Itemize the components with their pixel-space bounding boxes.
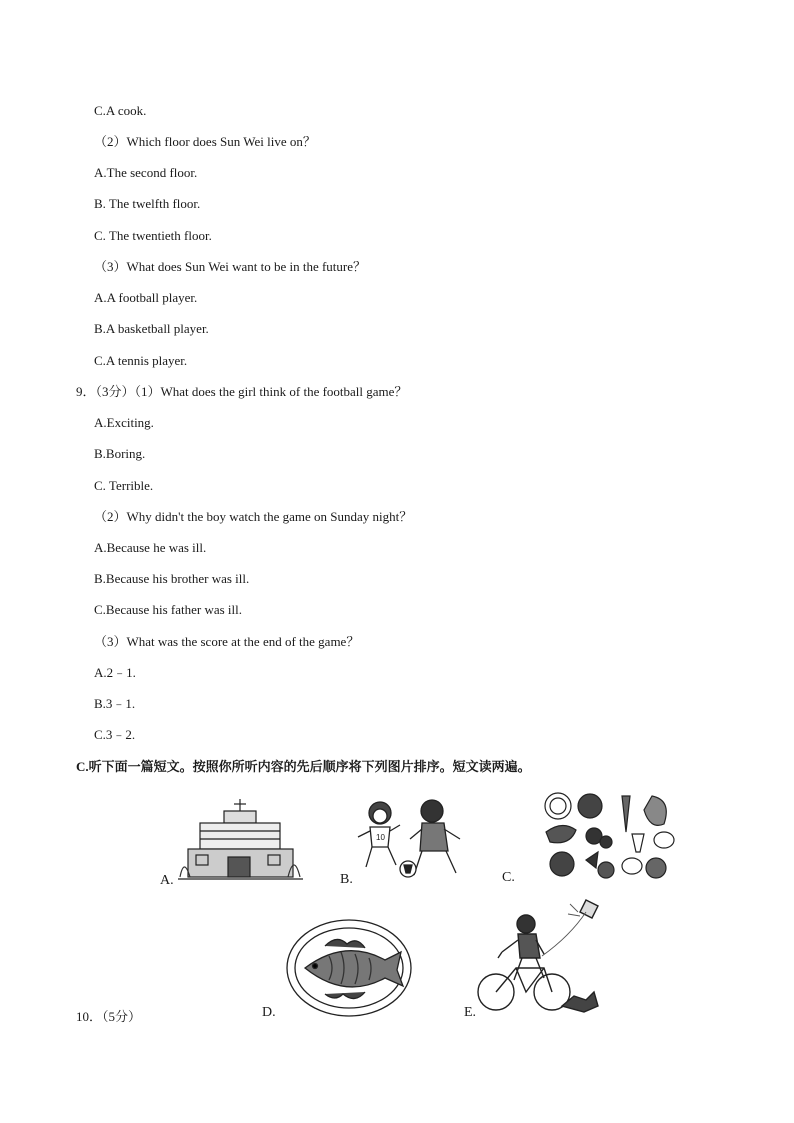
q9-q2-option-a: A.Because he was ill. — [94, 540, 207, 555]
picture-label-b: B. — [340, 872, 353, 887]
q9-q2-option-c: C.Because his father was ill. — [94, 602, 243, 617]
picture-label-a: A. — [160, 873, 174, 888]
picture-label-c: C. — [502, 870, 515, 885]
q8-q3-option-b: B.A basketball player. — [94, 321, 209, 336]
q9-q3-option-c: C.3﹣2. — [94, 727, 136, 742]
q8-option-c1: C.A cook. — [94, 103, 147, 118]
q9-q2-option-b: B.Because his brother was ill. — [94, 571, 250, 586]
q8-sub-question-3: （3）What does Sun Wei want to be in the future？ — [94, 259, 367, 274]
q8-sub-question-2: （2）Which floor does Sun Wei live on？ — [94, 134, 316, 149]
kids-playing-football-icon — [352, 795, 472, 883]
fish-on-plate-icon — [285, 916, 413, 1020]
q9-q1-option-c: C. Terrible. — [94, 478, 154, 493]
picture-label-d: D. — [262, 1005, 276, 1020]
svg-text:10: 10 — [376, 833, 385, 842]
q9-q1-option-a: A.Exciting. — [94, 415, 154, 430]
q8-q3-option-a: A.A football player. — [94, 290, 198, 305]
q9-q1-option-b: B.Boring. — [94, 446, 146, 461]
fruits-and-vegetables-icon — [540, 790, 680, 882]
q9-sub-question-2: （2）Why didn't the boy watch the game on Sunday night？ — [94, 509, 413, 524]
section-c-instruction: C.听下面一篇短文。按照你所听内容的先后顺序将下列图片排序。短文读两遍。 — [76, 759, 531, 774]
picture-label-e: E. — [464, 1005, 477, 1020]
q10-header: 10．（5分） — [76, 1009, 142, 1024]
q9-sub-question-3: （3）What was the score at the end of the game？ — [94, 634, 360, 649]
hospital-building-icon — [178, 797, 303, 883]
q8-q2-option-c: C. The twentieth floor. — [94, 228, 212, 243]
q8-q2-option-b: B. The twelfth floor. — [94, 196, 201, 211]
q9-header: 9．（3分）（1）What does the girl think of the football game？ — [76, 384, 408, 399]
q9-q3-option-a: A.2﹣1. — [94, 665, 136, 680]
q8-q2-option-a: A.The second floor. — [94, 165, 198, 180]
q8-q3-option-c: C.A tennis player. — [94, 353, 188, 368]
boy-riding-bike-with-kite-icon — [474, 896, 610, 1018]
q9-q3-option-b: B.3﹣1. — [94, 696, 136, 711]
